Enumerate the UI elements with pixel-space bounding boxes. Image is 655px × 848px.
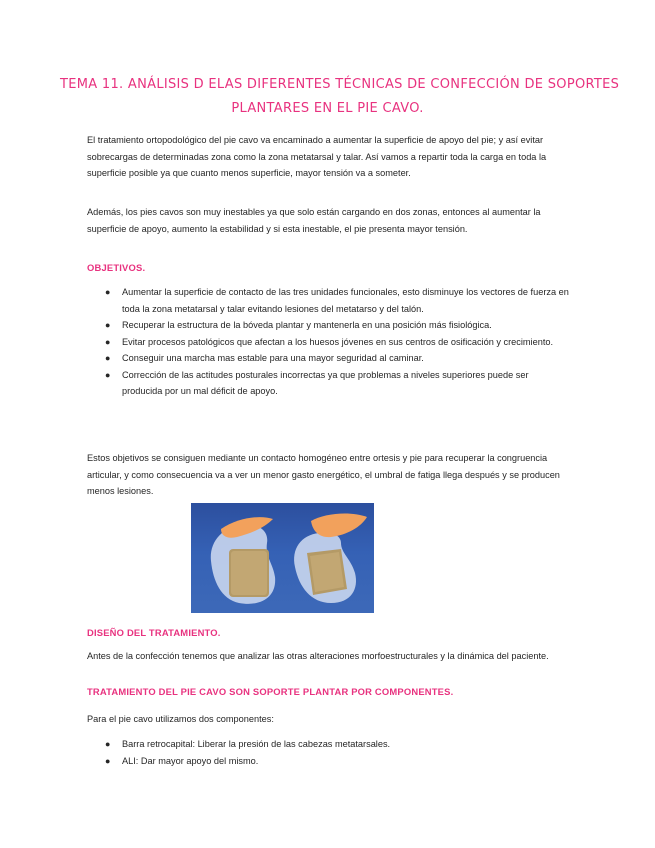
componentes-heading: TRATAMIENTO DEL PIE CAVO SON SOPORTE PLANTAR POR COMPONENTES. <box>87 686 454 697</box>
diseno-heading: DISEÑO DEL TRATAMIENTO. <box>87 627 221 638</box>
insoles-illustration <box>191 503 374 613</box>
objetivos-conclusion: Estos objetivos se consiguen mediante un contacto homogéneo entre ortesis y pie para recuperar la congruencia articular, y como consecuencia va a ver un menor gasto energético, el umbral de fatiga llega después y se producen menos lesiones. <box>87 453 560 496</box>
title-line-2: PLANTARES EN EL PIE CAVO. <box>231 101 424 116</box>
list-item: ● ALI: Dar mayor apoyo del mismo. <box>87 753 569 770</box>
bullet-icon: ● <box>105 755 111 766</box>
bullet-icon: ● <box>105 287 111 297</box>
list-item: ● Corrección de las actitudes posturales incorrectas ya que problemas a niveles superiores puede ser producida por un mal déficit de apoyo. <box>87 367 569 400</box>
title-line-1: TEMA 11. ANÁLISIS D ELAS DIFERENTES TÉCNICAS DE CONFECCIÓN DE SOPORTES <box>60 77 620 92</box>
objetivos-heading: OBJETIVOS. <box>87 262 146 273</box>
bullet-icon: ● <box>105 369 111 380</box>
intro-paragraph-1: El tratamiento ortopodológico del pie cavo va encaminado a aumentar la superficie de apoyo del pie; y así evitar sobrecargas de determinadas zona como la zona metatarsal y talar. Así vamos a repartir toda la carga en toda la superficie posible ya que cuanto menos superficie, mayor tensión va a someter. <box>87 135 547 178</box>
componentes-list <box>87 736 569 769</box>
componentes-intro: Para el pie cavo utilizamos dos componentes: <box>87 714 274 724</box>
list-item: ● Conseguir una marcha mas estable para una mayor seguridad al caminar. <box>87 350 569 367</box>
bullet-icon: ● <box>105 320 111 330</box>
bullet-icon: ● <box>105 353 111 363</box>
list-item: ● Recuperar la estructura de la bóveda plantar y mantenerla en una posición más fisiológica. <box>87 317 569 334</box>
objetivos-list <box>87 284 569 400</box>
list-item: ● Barra retrocapital: Liberar la presión de las cabezas metatarsales. <box>87 736 569 753</box>
page-title <box>60 73 620 121</box>
diseno-paragraph: Antes de la confección tenemos que analizar las otras alteraciones morfoestructurales y la dinámica del paciente. <box>87 651 549 661</box>
intro-paragraph-2: Además, los pies cavos son muy inestables ya que solo están cargando en dos zonas, entonces al aumentar la superficie de apoyo, aumento la estabilidad y si esta inestable, el pie presenta mayor tensión. <box>87 207 541 234</box>
bullet-icon: ● <box>105 739 111 749</box>
list-item: ● Aumentar la superficie de contacto de las tres unidades funcionales, esto disminuye los vectores de fuerza en toda la zona metatarsal y talar evitando lesiones del metatarso y del talón. <box>87 284 569 317</box>
bullet-icon: ● <box>105 336 111 347</box>
list-item: ● Evitar procesos patológicos que afectan a los huesos jóvenes en sus centros de osificación y crecimiento. <box>87 334 569 351</box>
insoles-photo <box>191 503 374 613</box>
